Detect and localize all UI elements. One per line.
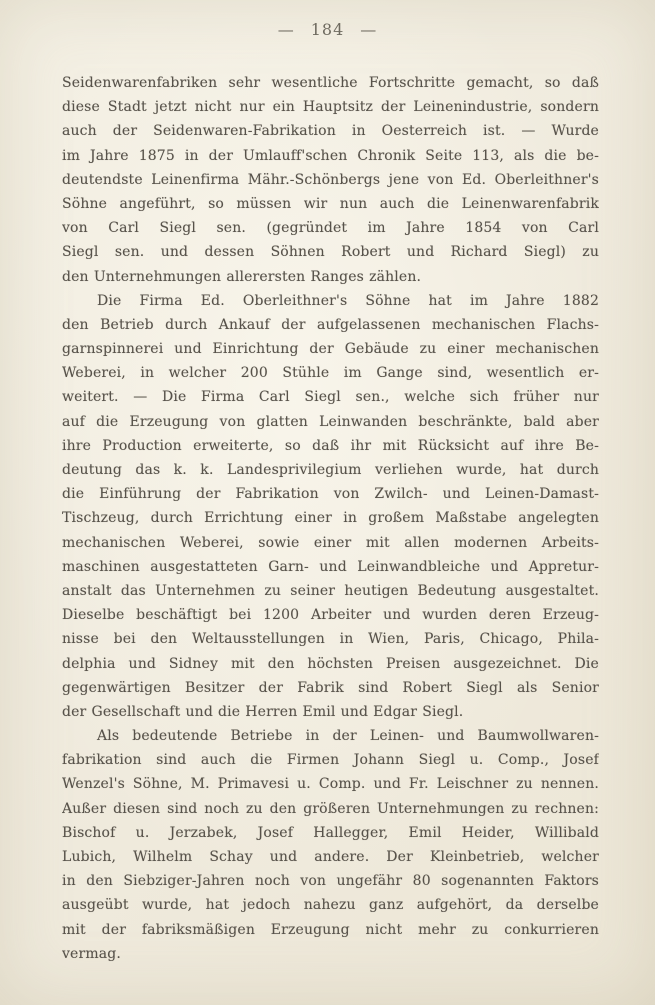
text-line: garnspinnerei und Einrichtung der Gebäude zu einer mechanischen <box>62 341 599 358</box>
text-line: Weberei, in welcher 200 Stühle im Gange sind, wesentlich er- <box>62 365 599 382</box>
text-line: mechanischen Weberei, sowie einer mit allen modernen Arbeits- <box>62 534 599 551</box>
text-line: weitert. — Die Firma Carl Siegl sen., welche sich früher nur <box>62 389 599 406</box>
page-body-text <box>62 71 599 966</box>
text-line: anstalt das Unternehmen zu seiner heutigen Bedeutung ausgestaltet. <box>62 582 599 599</box>
text-line: auch der Seidenwaren-Fabrikation in Oesterreich ist. — Wurde <box>62 123 599 140</box>
paragraph <box>62 289 599 724</box>
text-line: Söhne angeführt, so müssen wir nun auch die Leinenwarenfabrik <box>62 195 599 212</box>
text-line: der Gesellschaft und die Herren Emil und Edgar Siegl. <box>62 703 464 720</box>
text-line: deutung das k. k. Landesprivilegium verliehen wurde, hat durch <box>62 462 599 478</box>
text-line: Seidenwarenfabriken sehr wesentliche Fortschritte gemacht, so daß <box>62 75 599 91</box>
text-line: die Einführung der Fabrikation von Zwilch- und Leinen-Damast- <box>62 486 599 503</box>
text-line: Lubich, Wilhelm Schay und andere. Der Kleinbetrieb, welcher <box>62 849 599 865</box>
paragraph <box>62 71 599 289</box>
text-line: den Unternehmungen allerersten Ranges zählen. <box>62 268 422 285</box>
text-line: nisse bei den Weltausstellungen in Wien, Paris, Chicago, Phila- <box>62 631 599 648</box>
page-number: 184 <box>310 20 345 39</box>
text-line: deutendste Leinenfirma Mähr.-Schönbergs jene von Ed. Oberleithner's <box>62 171 599 188</box>
page-header <box>0 20 655 39</box>
text-line: mit der fabriksmäßigen Erzeugung nicht mehr zu conkurrieren <box>62 921 599 938</box>
text-line: Dieselbe beschäftigt bei 1200 Arbeiter und wurden deren Erzeug- <box>62 607 599 624</box>
header-dash-right: — <box>360 20 378 39</box>
text-line: den Betrieb durch Ankauf der aufgelassenen mechanischen Flachs- <box>62 316 599 333</box>
text-line: Tischzeug, durch Errichtung einer in großem Maßstabe angelegten <box>62 510 599 527</box>
text-line: ausgeübt wurde, hat jedoch nahezu ganz aufgehört, da derselbe <box>62 897 599 914</box>
text-line: von Carl Siegl sen. (gegründet im Jahre 1854 von Carl <box>62 220 599 237</box>
text-line: delphia und Sidney mit den höchsten Preisen ausgezeichnet. Die <box>62 655 599 672</box>
text-line: vermag. <box>62 945 121 962</box>
text-line: Als bedeutende Betriebe in der Leinen- und Baumwollwaren- <box>97 728 599 745</box>
text-line: Außer diesen sind noch zu den größeren Unternehmungen zu rechnen: <box>62 800 599 817</box>
text-line: fabrikation sind auch die Firmen Johann Siegl u. Comp., Josef <box>62 752 599 769</box>
text-line: Bischof u. Jerzabek, Josef Hallegger, Emil Heider, Willibald <box>62 824 599 841</box>
text-line: ihre Production erweiterte, so daß ihr mit Rücksicht auf ihre Be- <box>62 437 599 454</box>
header-dash-left: — <box>277 20 295 39</box>
text-line: in den Siebziger-Jahren noch von ungefähr 80 sogenannten Faktors <box>62 873 599 890</box>
text-line: auf die Erzeugung von glatten Leinwanden beschränkte, bald aber <box>62 413 599 430</box>
text-line: maschinen ausgestatteten Garn- und Leinwandbleiche und Appretur- <box>62 558 599 575</box>
text-line: Die Firma Ed. Oberleithner's Söhne hat im Jahre 1882 <box>97 292 599 309</box>
paragraph <box>62 724 599 966</box>
text-line: im Jahre 1875 in der Umlauff'schen Chronik Seite 113, als die be- <box>62 147 599 164</box>
text-line: Siegl sen. und dessen Söhnen Robert und Richard Siegl) zu <box>62 244 599 261</box>
text-line: diese Stadt jetzt nicht nur ein Hauptsitz der Leinenindustrie, sondern <box>62 99 599 116</box>
text-line: gegenwärtigen Besitzer der Fabrik sind Robert Siegl als Senior <box>62 679 599 696</box>
text-line: Wenzel's Söhne, M. Primavesi u. Comp. und Fr. Leischner zu nennen. <box>62 776 599 793</box>
